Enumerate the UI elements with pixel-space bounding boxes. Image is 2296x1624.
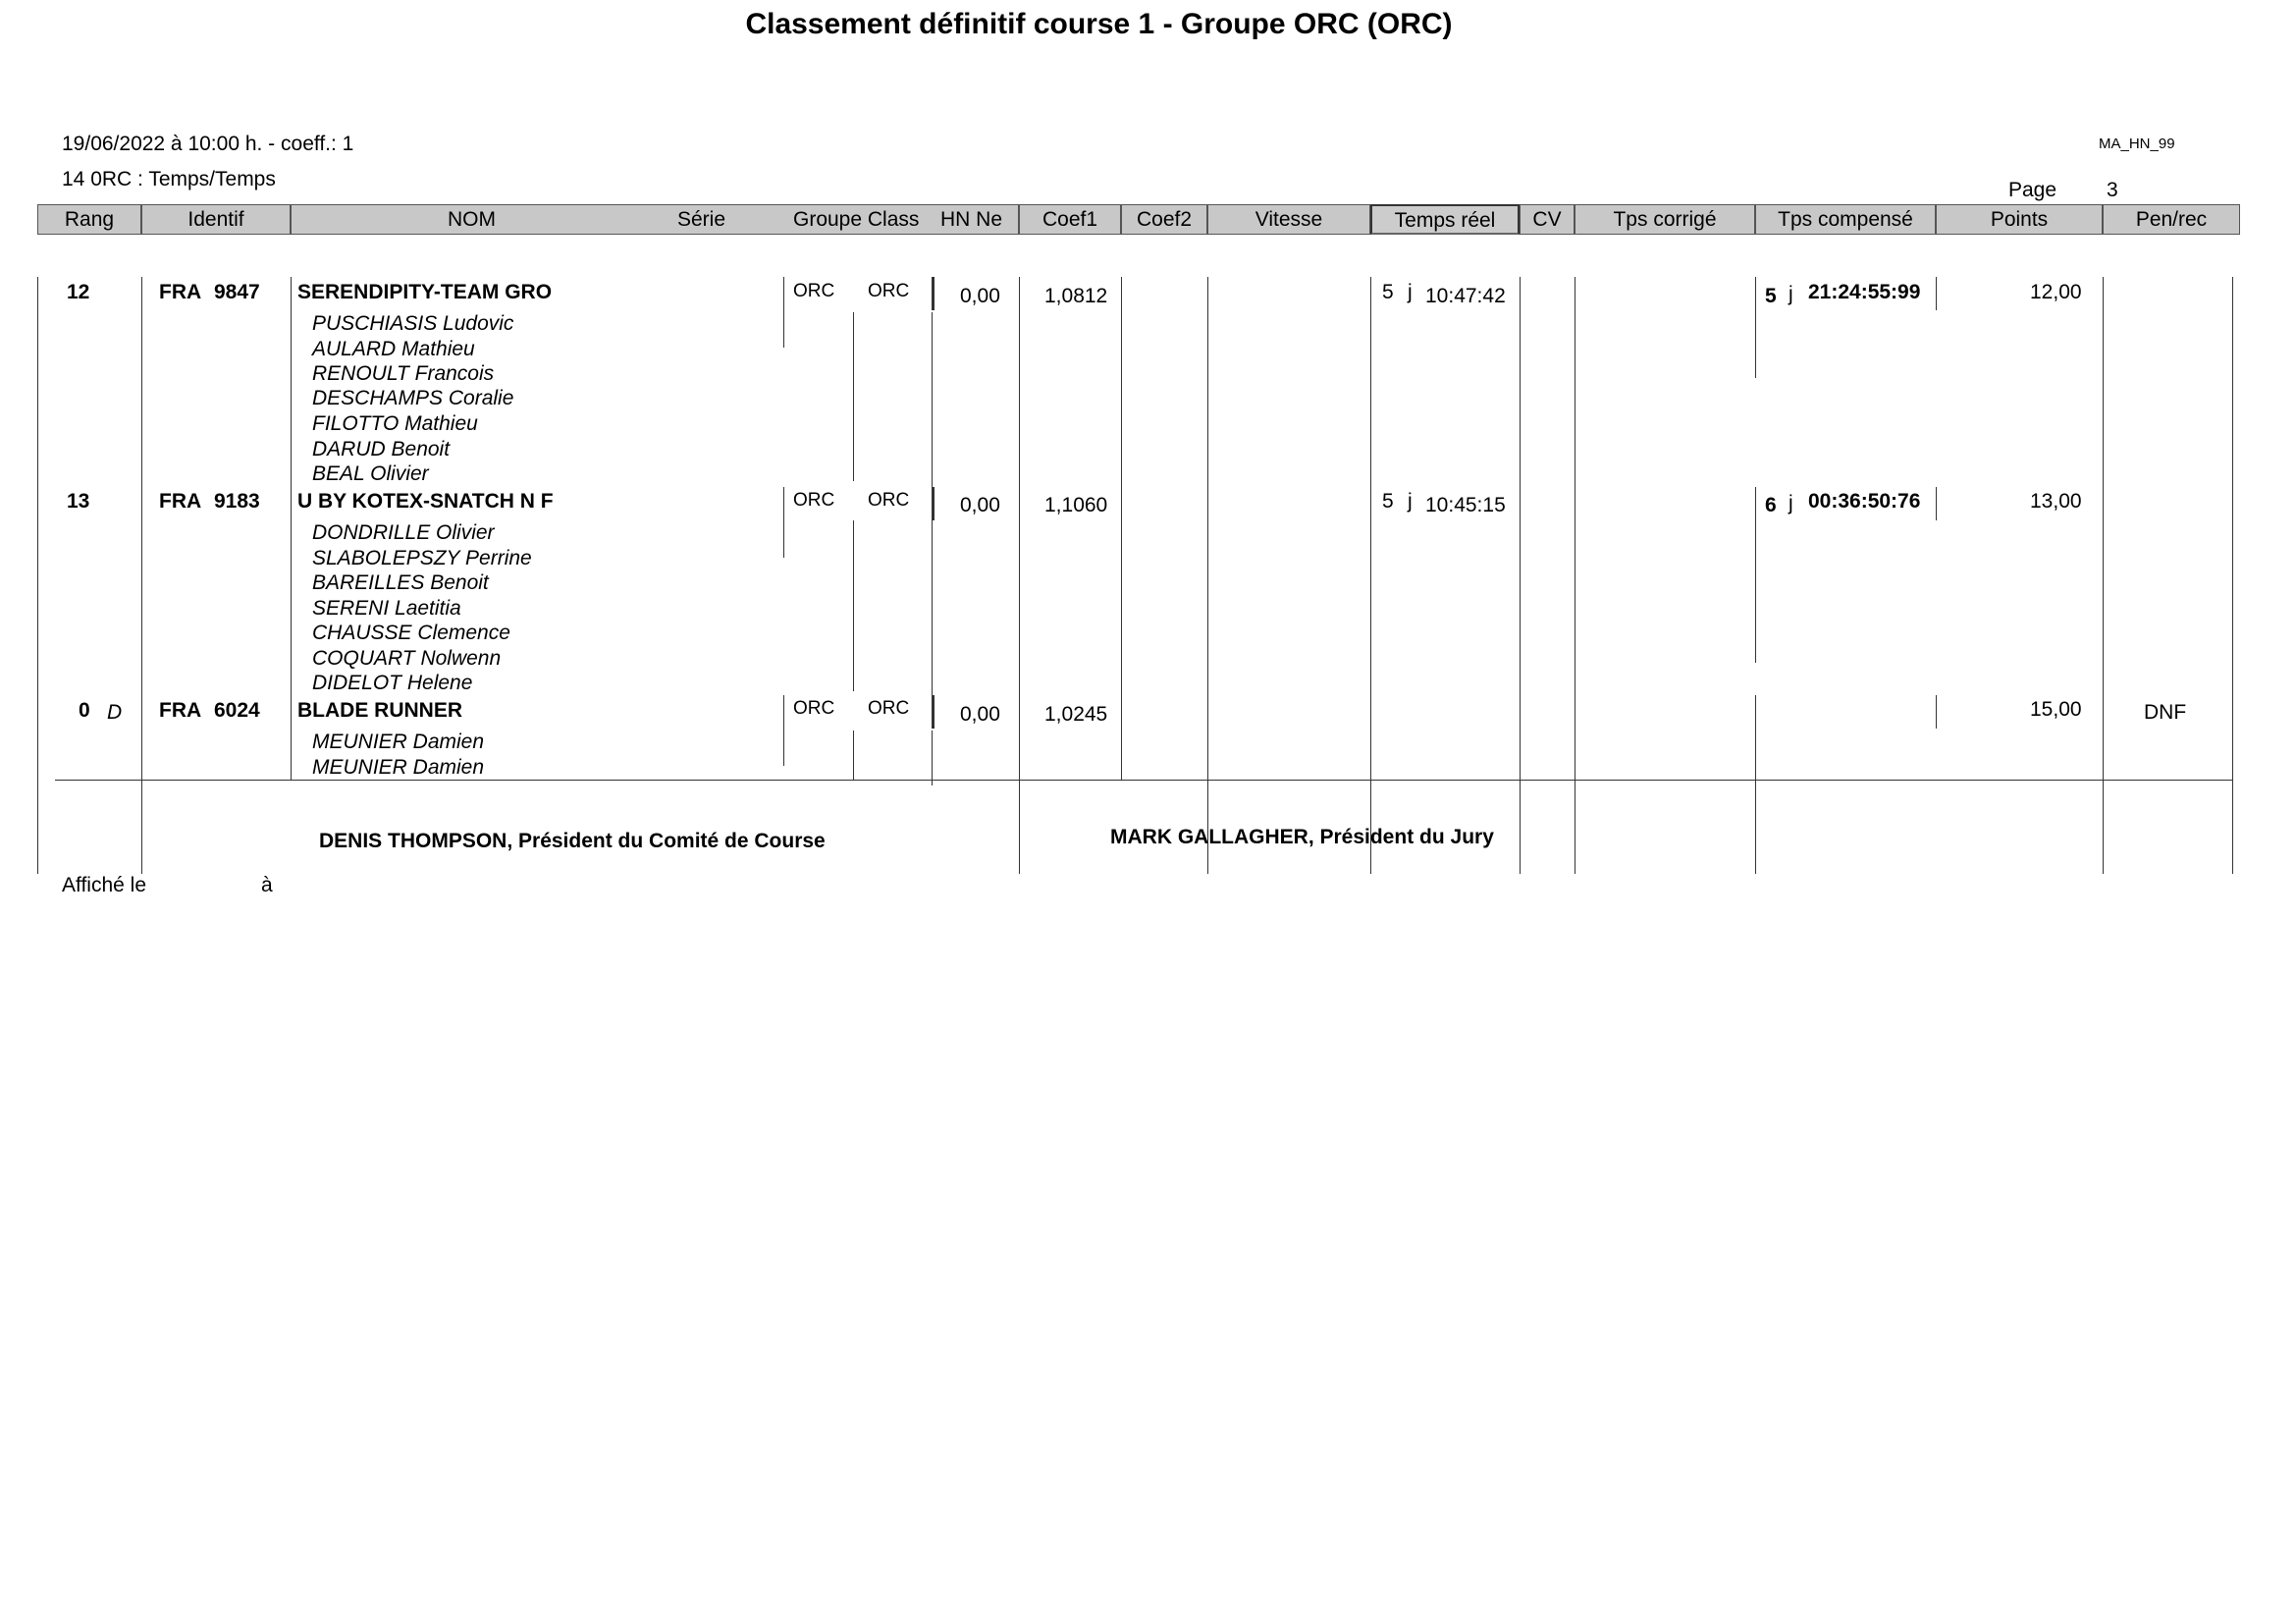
header-temps-reel: Temps réel xyxy=(1370,204,1520,235)
grid-line xyxy=(1207,277,1208,874)
crew-member: MEUNIER Damien xyxy=(312,756,485,779)
groupe: ORC xyxy=(793,490,835,511)
pen-rec-value: DNF xyxy=(2144,701,2187,724)
temps-reel-unit: j xyxy=(1408,281,1413,303)
grid-line xyxy=(853,520,854,691)
grid-line xyxy=(2103,277,2104,874)
temps-reel-unit: j xyxy=(1408,490,1413,513)
grid-line xyxy=(932,312,933,487)
temps-reel-value: 10:45:15 xyxy=(1425,494,1506,516)
grid-line xyxy=(853,312,854,481)
points-value: 12,00 xyxy=(2030,281,2082,303)
grid-line xyxy=(1520,277,1521,874)
grid-line xyxy=(932,695,934,729)
grid-line xyxy=(1121,277,1122,780)
header-coef1: Coef1 xyxy=(1019,204,1121,235)
crew-member: DIDELOT Helene xyxy=(312,672,473,694)
rang: 13 xyxy=(67,490,90,513)
crew-member: DARUD Benoit xyxy=(312,438,451,460)
header-nom: NOM xyxy=(448,208,496,231)
identif-num: 9847 xyxy=(214,281,260,303)
identif-num: 9183 xyxy=(214,490,260,513)
crew-member: FILOTTO Mathieu xyxy=(312,412,478,435)
grid-line xyxy=(1755,487,1756,663)
tps-compense-value: 21:24:55:99 xyxy=(1808,281,1921,303)
header-points: Points xyxy=(1936,204,2103,235)
crew-member: SLABOLEPSZY Perrine xyxy=(312,547,532,569)
grid-line xyxy=(1019,277,1020,874)
race-subtitle: 14 0RC : Temps/Temps xyxy=(62,168,276,190)
identif-num: 6024 xyxy=(214,699,260,722)
grid-line xyxy=(1936,487,1937,520)
hn-value: 0,00 xyxy=(960,494,1000,516)
header-vitesse: Vitesse xyxy=(1207,204,1370,235)
points-value: 13,00 xyxy=(2030,490,2082,513)
grid-line xyxy=(932,277,934,310)
coef1-value: 1,0245 xyxy=(1044,703,1108,726)
identif-pays: FRA xyxy=(159,281,202,303)
identif-pays: FRA xyxy=(159,490,202,513)
table-end-line xyxy=(55,780,2232,781)
committee-signature: DENIS THOMPSON, Président du Comité de Course xyxy=(319,830,826,852)
grid-line xyxy=(932,520,933,695)
posted-at-label: à xyxy=(261,874,273,896)
grid-line xyxy=(1370,277,1371,874)
crew-member: PUSCHIASIS Ludovic xyxy=(312,312,514,335)
crew-member: CHAUSSE Clemence xyxy=(312,622,510,644)
temps-reel-days: 5 xyxy=(1382,281,1394,303)
grid-line xyxy=(1936,277,1937,310)
page-label: Page xyxy=(2008,179,2057,201)
tps-compense-value: 00:36:50:76 xyxy=(1808,490,1921,513)
grid-line xyxy=(2232,277,2233,874)
crew-member: MEUNIER Damien xyxy=(312,731,485,753)
grid-line xyxy=(1755,277,1756,378)
grid-line xyxy=(783,695,784,766)
crew-member: SERENI Laetitia xyxy=(312,597,461,620)
grid-line xyxy=(783,487,784,558)
class: ORC xyxy=(868,281,910,301)
header-pen-rec: Pen/rec xyxy=(2103,204,2240,235)
grid-line xyxy=(1755,695,1756,874)
hn-value: 0,00 xyxy=(960,285,1000,307)
groupe: ORC xyxy=(793,698,835,719)
header-groupe-class: Groupe Class xyxy=(793,208,920,231)
class: ORC xyxy=(868,698,910,719)
crew-member: RENOULT Francois xyxy=(312,362,495,385)
tps-compense-days: 6 xyxy=(1765,494,1777,516)
tps-compense-days: 5 xyxy=(1765,285,1777,307)
grid-line xyxy=(783,277,784,348)
grid-line xyxy=(291,277,292,780)
crew-member: BAREILLES Benoit xyxy=(312,571,489,594)
tps-compense-unit: j xyxy=(1789,492,1793,514)
grid-line xyxy=(932,731,933,785)
header-tps-corrige: Tps corrigé xyxy=(1575,204,1755,235)
header-identif: Identif xyxy=(141,204,291,235)
crew-member: AULARD Mathieu xyxy=(312,338,475,360)
header-serie: Série xyxy=(677,208,726,231)
identif-pays: FRA xyxy=(159,699,202,722)
grid-line xyxy=(1936,695,1937,729)
header-rang: Rang xyxy=(37,204,141,235)
class: ORC xyxy=(868,490,910,511)
page-title: Classement définitif course 1 - Groupe ORC (ORC) xyxy=(745,8,1453,40)
crew-member: BEAL Olivier xyxy=(312,462,429,485)
points-value: 15,00 xyxy=(2030,698,2082,721)
crew-member: COQUART Nolwenn xyxy=(312,647,502,670)
header-cv: CV xyxy=(1520,204,1575,235)
boat-name: SERENDIPITY-TEAM GRO xyxy=(297,281,553,303)
page-number: 3 xyxy=(2107,179,2118,201)
hn-value: 0,00 xyxy=(960,703,1000,726)
boat-name: U BY KOTEX-SNATCH N F xyxy=(297,490,554,513)
groupe: ORC xyxy=(793,281,835,301)
crew-member: DESCHAMPS Coralie xyxy=(312,387,514,409)
tps-compense-unit: j xyxy=(1789,283,1793,305)
rang: 12 xyxy=(67,281,90,303)
coef1-value: 1,1060 xyxy=(1044,494,1108,516)
coef1-value: 1,0812 xyxy=(1044,285,1108,307)
rang-flag: D xyxy=(107,701,123,724)
grid-line xyxy=(37,277,38,874)
grid-line xyxy=(853,731,854,780)
temps-reel-days: 5 xyxy=(1382,490,1394,513)
posted-label: Affiché le xyxy=(62,874,146,896)
grid-line xyxy=(141,277,142,874)
grid-line xyxy=(932,487,934,520)
race-date-line: 19/06/2022 à 10:00 h. - coeff.: 1 xyxy=(62,133,354,155)
header-coef2: Coef2 xyxy=(1121,204,1207,235)
rang: 0 xyxy=(79,699,90,722)
boat-name: BLADE RUNNER xyxy=(297,699,462,722)
header-tps-compense: Tps compensé xyxy=(1755,204,1936,235)
header-hn-ne: HN Ne xyxy=(940,208,1003,231)
temps-reel-value: 10:47:42 xyxy=(1425,285,1506,307)
document-code: MA_HN_99 xyxy=(2099,135,2175,152)
jury-signature: MARK GALLAGHER, Président du Jury xyxy=(1110,826,1494,848)
crew-member: DONDRILLE Olivier xyxy=(312,521,495,544)
